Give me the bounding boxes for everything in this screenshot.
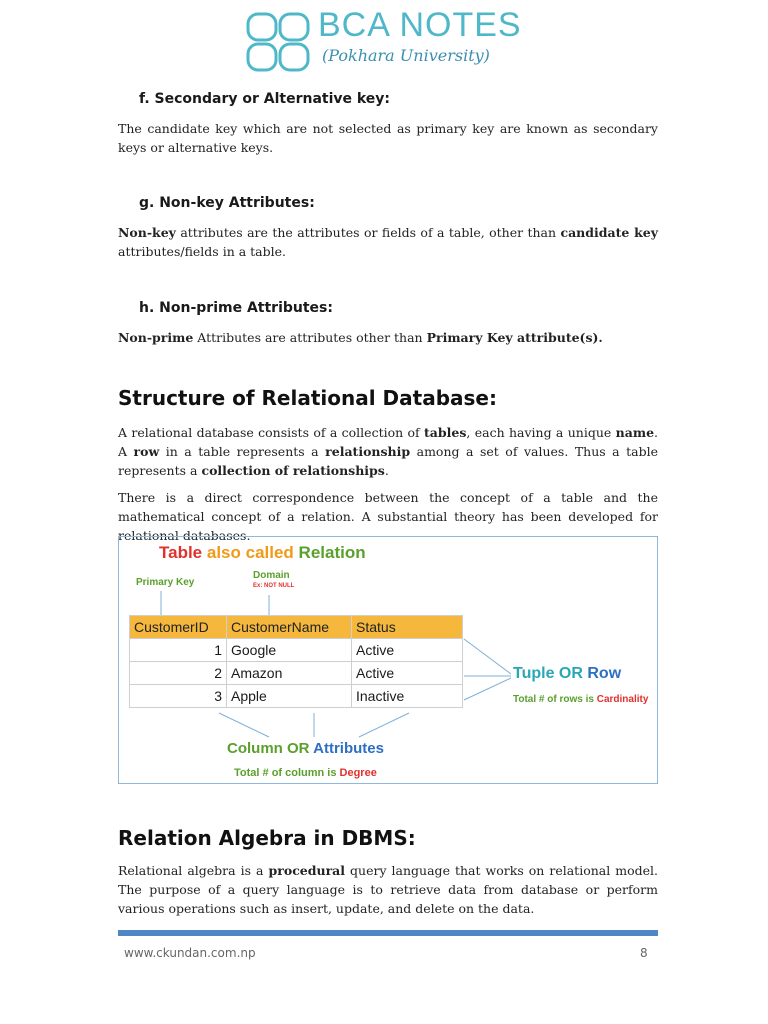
cell-id: 2 [130, 662, 227, 685]
bold-term: tables [424, 425, 467, 440]
text-run: among a set of values. Thus a table represents a [118, 444, 659, 478]
bold-term: row [133, 444, 160, 459]
cardinality-term: Cardinality [596, 694, 649, 705]
domain-example: Ex: NOT NULL [253, 583, 295, 589]
clover-logo-icon [244, 10, 314, 76]
relation-figure [118, 536, 658, 784]
text-run: query language that works on relational model. The purpose of a query language is to retrieve data from database or perform various operations such as insert, update, and delete on the data. [118, 863, 658, 916]
column-pointer-3 [359, 713, 409, 737]
cardinality-text: Total # of rows is [513, 694, 597, 705]
structure-paragraph-1 [118, 423, 658, 480]
logo-title: BCA NOTES [318, 6, 522, 44]
text-run: in a table represents a [159, 444, 326, 459]
figure-title-relation: Relation [298, 543, 366, 562]
cell-id: 1 [130, 639, 227, 662]
bold-term: Primary Key attribute(s). [426, 330, 603, 345]
primary-key-label: Primary Key [136, 577, 195, 588]
column-or: OR [287, 740, 314, 757]
bold-term: relationship [325, 444, 411, 459]
page-number: 8 [640, 946, 648, 960]
tuple-or: OR [558, 665, 588, 682]
bold-term: candidate key [560, 225, 658, 240]
tuple-pointer-1 [464, 639, 511, 674]
cell-status: Active [352, 639, 463, 662]
text-run: Relational algebra is a [118, 863, 269, 878]
footer-divider [118, 930, 658, 936]
degree-label [234, 767, 377, 779]
degree-text: Total # of column is [234, 767, 340, 779]
cell-id: 3 [130, 685, 227, 708]
tuple-row: Row [587, 665, 622, 682]
column-pointer-1 [219, 713, 269, 737]
text-run: , each having a unique [466, 425, 616, 440]
bold-term: procedural [268, 863, 346, 878]
text-run: Attributes are attributes other than [193, 330, 427, 345]
cell-name: Google [227, 639, 352, 662]
section-g-heading: g. Non-key Attributes: [139, 195, 315, 211]
text-run: A relational database consists of a collection of [118, 425, 425, 440]
relation-algebra-text [118, 861, 658, 918]
footer-url: www.ckundan.com.np [124, 946, 256, 960]
structure-heading: Structure of Relational Database: [118, 386, 497, 410]
cell-status: Active [352, 662, 463, 685]
section-h-heading: h. Non-prime Attributes: [139, 300, 333, 316]
header-customer-id: CustomerID [130, 616, 227, 639]
tuple-pointer-3 [464, 678, 511, 700]
header-status: Status [352, 616, 463, 639]
figure-title-table: Table [159, 543, 207, 562]
section-f-text: The candidate key which are not selected as primary key are known as secondary keys or alternative keys. [118, 121, 658, 155]
bold-term: collection of relationships [201, 463, 385, 478]
bold-term: Non-prime [118, 330, 194, 345]
structure-paragraph-2: There is a direct correspondence between the concept of a table and the mathematical concept of a relation. A substantial theory has been developed for relational databases. [118, 490, 658, 543]
column-word: Column [227, 740, 287, 757]
customer-table [129, 615, 463, 708]
header-customer-name: CustomerName [227, 616, 352, 639]
text-run: attributes are the attributes or fields of a table, other than [175, 225, 561, 240]
section-h-text [118, 328, 658, 347]
table-row [130, 662, 463, 685]
degree-term: Degree [339, 767, 377, 779]
cell-status: Inactive [352, 685, 463, 708]
cardinality-label [513, 694, 648, 705]
column-label [227, 740, 384, 757]
bold-term: Non-key [118, 225, 176, 240]
domain-label: Domain [253, 570, 290, 581]
text-run: attributes/fields in a table. [118, 244, 286, 259]
table-header-row [130, 616, 463, 639]
text-run: . A [118, 425, 659, 459]
cell-name: Apple [227, 685, 352, 708]
section-f-heading: f. Secondary or Alternative key: [139, 91, 391, 107]
figure-title-also-called: also called [206, 543, 299, 562]
text-run: . [384, 463, 389, 478]
relation-algebra-heading: Relation Algebra in DBMS: [118, 826, 416, 850]
tuple-label [513, 665, 621, 683]
cell-name: Amazon [227, 662, 352, 685]
logo-subtitle: (Pokhara University) [322, 46, 490, 65]
section-g-text [118, 223, 658, 261]
bold-term: name [615, 425, 655, 440]
table-row [130, 685, 463, 708]
tuple-word: Tuple [513, 665, 559, 682]
column-attributes: Attributes [313, 740, 384, 757]
table-row [130, 639, 463, 662]
